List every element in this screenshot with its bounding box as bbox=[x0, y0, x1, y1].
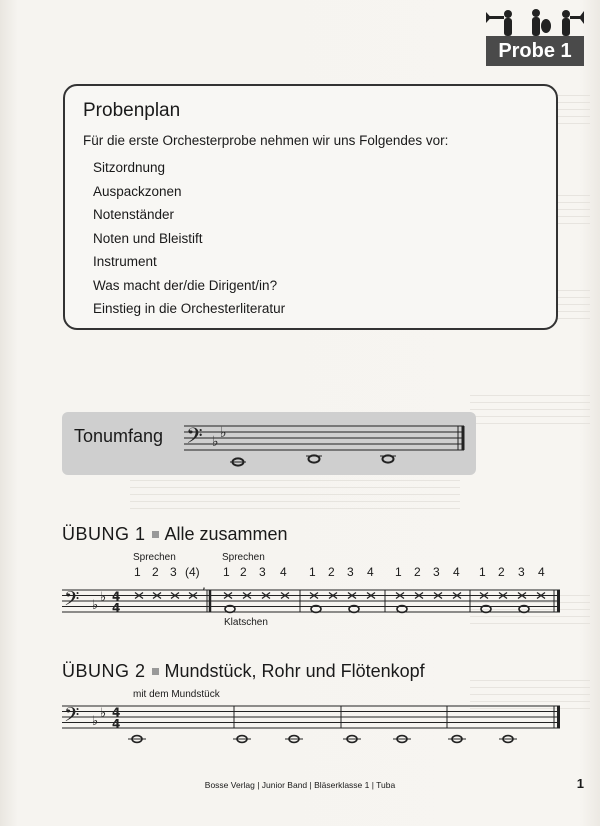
probenplan-title: Probenplan bbox=[83, 100, 181, 121]
bass-clef-icon: 𝄢 bbox=[64, 587, 80, 615]
beat-count: 2 bbox=[328, 565, 335, 579]
list-item: Instrument bbox=[93, 254, 157, 269]
beat-count: 2 bbox=[498, 565, 505, 579]
beat-count: 1 bbox=[395, 565, 402, 579]
list-item: Noten und Bleistift bbox=[93, 230, 203, 246]
uebung1-title: Alle zusammen bbox=[164, 524, 288, 544]
footer-credit: Bosse Verlag | Junior Band | Bläserklasse 1 | Tuba bbox=[204, 780, 396, 790]
klatschen-label: Klatschen bbox=[224, 617, 268, 628]
beat-count: 2 bbox=[152, 565, 159, 579]
beat-count: 4 bbox=[367, 565, 374, 579]
beat-count: 3 bbox=[170, 565, 177, 579]
beat-count: 2 bbox=[240, 565, 247, 579]
svg-text:♭: ♭ bbox=[220, 425, 227, 441]
beat-count: 3 bbox=[347, 565, 354, 579]
list-item: Was macht der/die Dirigent/in? bbox=[93, 277, 278, 293]
beat-count: 3 bbox=[259, 565, 266, 579]
beat-count: 4 bbox=[280, 565, 287, 579]
list-item: Auspackzonen bbox=[93, 183, 182, 199]
bullet-square-icon bbox=[152, 531, 159, 538]
breath-mark-icon: , bbox=[202, 578, 206, 592]
uebung1-staff bbox=[62, 578, 562, 620]
chapter-tab bbox=[486, 36, 584, 66]
uebung2-heading bbox=[62, 661, 425, 682]
probenplan-intro: Für die erste Orchesterprobe nehmen wir uns Folgendes vor: bbox=[83, 133, 449, 148]
probenplan-box bbox=[63, 84, 558, 330]
tonumfang-label: Tonumfang bbox=[74, 426, 164, 446]
bass-clef-icon: 𝄢 bbox=[64, 703, 80, 731]
time-signature-bottom: 4 bbox=[112, 601, 121, 615]
svg-text:𝄢: 𝄢 bbox=[186, 424, 203, 454]
sprechen-label: Sprechen bbox=[222, 552, 265, 563]
beat-count: 4 bbox=[538, 565, 545, 579]
uebung1-number: ÜBUNG 1 bbox=[62, 524, 146, 544]
probenplan-list bbox=[93, 156, 285, 321]
page-number: 1 bbox=[576, 776, 584, 791]
list-item: Notenständer bbox=[93, 207, 175, 222]
bullet-square-icon bbox=[152, 668, 159, 675]
chapter-tab-label: Probe 1 bbox=[498, 39, 572, 62]
beat-count: 1 bbox=[479, 565, 486, 579]
svg-text:♭: ♭ bbox=[212, 434, 219, 450]
list-item: Sitzordnung bbox=[93, 160, 166, 175]
uebung2-staff bbox=[62, 702, 562, 752]
beat-count: 1 bbox=[309, 565, 316, 579]
flat-sign-icon: ♭ bbox=[100, 706, 107, 721]
tonumfang-staff bbox=[184, 420, 469, 470]
instruction-label: mit dem Mundstück bbox=[133, 689, 220, 700]
list-item: Einstieg in die Orchesterliteratur bbox=[93, 301, 286, 316]
beat-count: 2 bbox=[414, 565, 421, 579]
uebung2-title: Mundstück, Rohr und Flötenkopf bbox=[164, 661, 425, 681]
flat-sign-icon: ♭ bbox=[92, 714, 99, 729]
uebung2-number: ÜBUNG 2 bbox=[62, 661, 146, 681]
flat-sign-icon: ♭ bbox=[100, 590, 107, 605]
time-signature-top: 4 bbox=[112, 589, 121, 604]
time-signature-bottom: 4 bbox=[112, 717, 121, 731]
beat-count: 4 bbox=[453, 565, 460, 579]
brass-players-silhouette-icon bbox=[486, 8, 584, 38]
beat-count: 1 bbox=[223, 565, 230, 579]
beat-count: (4) bbox=[185, 565, 200, 579]
uebung1-heading bbox=[62, 524, 288, 545]
sprechen-label: Sprechen bbox=[133, 552, 176, 563]
time-signature-top: 4 bbox=[112, 705, 121, 720]
beat-count: 3 bbox=[433, 565, 440, 579]
beat-count: 3 bbox=[518, 565, 525, 579]
beat-count: 1 bbox=[134, 565, 141, 579]
flat-sign-icon: ♭ bbox=[92, 598, 99, 613]
